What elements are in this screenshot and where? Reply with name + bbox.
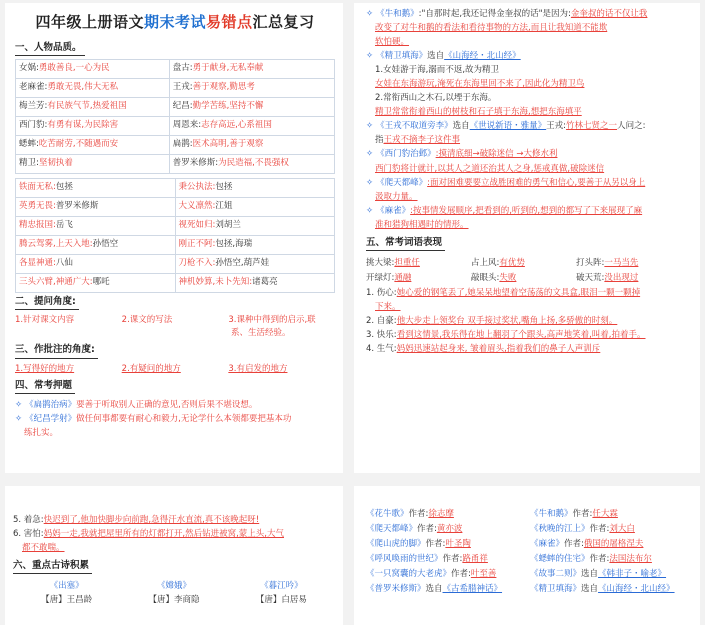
character-name: 普罗米修斯: xyxy=(172,158,219,169)
character-name: 盘古: xyxy=(172,63,193,74)
author-label: 作者: xyxy=(589,554,610,565)
table-cell xyxy=(16,254,176,273)
table-row xyxy=(16,97,335,116)
table-cell xyxy=(169,97,334,116)
author-list xyxy=(366,509,694,595)
note-item xyxy=(366,51,692,62)
idiom: 腾云驾雾,上天入地: xyxy=(19,239,93,250)
table-cell xyxy=(16,78,170,97)
poem-title: 《嫦娥》 xyxy=(156,581,191,592)
book-title: 《爬天都峰》 xyxy=(366,524,418,535)
word-pair xyxy=(576,258,638,269)
section-heading: 五、常考词语表现 xyxy=(366,237,445,251)
section-heading: 二、提问角度: xyxy=(15,296,79,310)
character-name: 周恩来: xyxy=(172,120,202,131)
author-entry xyxy=(366,509,530,520)
emotion-label: 3. 快乐: xyxy=(366,330,397,341)
character-name: 纪昌: xyxy=(172,101,193,112)
table-row xyxy=(16,254,335,273)
book-title: 《牛和鹅》 xyxy=(530,509,573,519)
note-text: 王戎: xyxy=(546,121,567,132)
idiom: 秉公执法: xyxy=(178,182,216,193)
table-cell xyxy=(175,197,335,216)
character-name: 西门豹: xyxy=(19,120,48,131)
classical-line: 2.常衔西山之木石,以堙于东海。 xyxy=(375,93,497,104)
word-term: 挑大梁: xyxy=(366,258,395,269)
emotion-label: 5. 着急: xyxy=(13,515,44,525)
idiom: 大义凛然: xyxy=(178,201,216,212)
author-name: 《古希腊神话》 xyxy=(442,584,503,595)
emotion-label: 1. 伤心: xyxy=(366,288,397,299)
diamond-icon: ✧ xyxy=(366,177,374,188)
table-cell xyxy=(16,97,170,116)
idiom-character: 诸葛亮 xyxy=(252,277,278,288)
poem-author: 【唐】李商隐 xyxy=(148,594,200,605)
emotion-item xyxy=(13,515,335,526)
word-meaning: 一马当先 xyxy=(604,258,639,269)
idiom: 铁面无私: xyxy=(19,182,56,193)
character-trait: 有民族气节,热爱祖国 xyxy=(47,101,127,112)
word-term: 打头阵: xyxy=(576,258,605,269)
author-entry xyxy=(366,584,530,595)
poem-author: 【唐】白居易 xyxy=(255,594,307,605)
note-answer: 软怕硬。 xyxy=(375,37,410,48)
source-title: 《世说新语・雅量》 xyxy=(469,121,547,132)
source-title: 《山海经・北山经》 xyxy=(444,51,521,62)
book-title: 《爬山虎的脚》 xyxy=(366,539,426,550)
idiom-character: 江姐 xyxy=(215,201,233,212)
character-name: 精卫: xyxy=(19,158,39,169)
author-label: 选自 xyxy=(581,584,599,595)
author-label: 作者: xyxy=(564,539,584,550)
idiom-character: 普罗米修斯 xyxy=(55,201,99,212)
note-text: 选自 xyxy=(427,51,445,62)
author-entry xyxy=(530,554,694,565)
table-cell xyxy=(16,135,170,154)
annotation-angles xyxy=(15,364,335,375)
character-trait: 有勇有谋,为民除害 xyxy=(47,120,119,131)
author-entry xyxy=(366,539,530,550)
table-cell xyxy=(16,235,176,254)
author-label: 作者: xyxy=(572,509,593,519)
author-label: 作者: xyxy=(442,554,463,565)
idiom: 神机妙算,未卜先知: xyxy=(178,277,253,288)
idiom: 刚正不阿: xyxy=(178,239,216,250)
note-item xyxy=(366,121,692,132)
table-cell xyxy=(175,254,335,273)
book-title: 《爬天都峰》 xyxy=(376,177,428,188)
character-trait: 善于观察,勤思考 xyxy=(192,82,255,93)
word-meaning: 有优势 xyxy=(499,258,525,269)
idiom: 视死如归: xyxy=(178,220,216,231)
poem xyxy=(41,579,92,607)
character-name: 梅兰芳: xyxy=(19,101,48,112)
word-row xyxy=(366,273,692,284)
author-name-extra: 屠格涅夫 xyxy=(609,539,644,550)
poem-list xyxy=(13,577,335,609)
emotion-item xyxy=(366,316,692,327)
table-cell xyxy=(169,154,334,173)
character-name: 女娲: xyxy=(19,63,39,74)
emotion-example: 她心爱的钢笔丢了,她呆呆地望着空荡荡的文具盒,眼泪一颗一颗掉 xyxy=(396,288,641,299)
table-row xyxy=(16,154,335,173)
table-cell xyxy=(16,116,170,135)
note-answer: 汲取力量。 xyxy=(375,191,418,202)
table-row xyxy=(16,197,335,216)
table-cell xyxy=(175,216,335,235)
question-angles xyxy=(15,315,335,326)
emotion-item xyxy=(13,529,335,540)
emotion-example: 看到这情景,我乐得在地上翻羽了个跟头,高声地笑着,叫着,拍着手。 xyxy=(396,330,646,341)
author-name: 黄亦波 xyxy=(436,524,463,535)
table-cell xyxy=(175,235,335,254)
section-heading: 六、重点古诗积累 xyxy=(13,560,92,574)
table-row xyxy=(16,116,335,135)
angle-item: 2.课文的写法 xyxy=(121,315,173,326)
idiom: 各显神通: xyxy=(19,258,56,269)
book-title: 《精卫填海》 xyxy=(376,51,428,62)
book-title: 《秋晚的江上》 xyxy=(530,524,590,535)
word-term: 开绿灯: xyxy=(366,273,395,284)
tip-text: 要善于听取别人正确的意见,否则后果不堪设想。 xyxy=(76,400,258,411)
author-name: 《山海经・北山经》 xyxy=(598,584,675,595)
idiom-character: 岳飞 xyxy=(55,220,73,231)
idiom: 刀枪不入: xyxy=(178,258,216,269)
book-title: 《精卫填海》 xyxy=(530,584,582,595)
author-label: 作者: xyxy=(417,524,437,535)
table-cell xyxy=(169,59,334,78)
note-answer: 金奎叔的话不仅让我 xyxy=(570,9,648,19)
author-entry xyxy=(530,539,694,550)
table-cell xyxy=(175,178,335,197)
note-answer: 改变了对牛和鹅的看法和看待事物的方法,而且让我知道不能欺 xyxy=(375,23,608,34)
page-four xyxy=(354,486,700,625)
table-cell xyxy=(169,116,334,135)
author-label: 作者: xyxy=(589,524,610,535)
note-item xyxy=(366,206,692,217)
book-title: 《故事二则》 xyxy=(530,569,582,580)
idiom-character: 孙悟空,葫芦娃 xyxy=(215,258,270,269)
author-entry xyxy=(530,509,694,520)
character-traits-table xyxy=(15,59,335,174)
author-label: 选自 xyxy=(425,584,443,595)
author-row xyxy=(366,584,694,595)
note-answer: 准和猎狗相遇时的情形。 xyxy=(375,219,469,230)
note-answer: :面对困难要要立战胜困难的勇气和信心,要善于从另以身上 xyxy=(427,177,646,188)
idiom-character: 包拯 xyxy=(55,182,73,193)
section-heading: 一、人物品质。 xyxy=(15,42,85,56)
diamond-icon: ✧ xyxy=(366,121,374,132)
word-pair xyxy=(471,258,576,269)
poem-title: 《暮江吟》 xyxy=(260,581,303,592)
book-title: 《牛和鹅》 xyxy=(376,9,419,19)
author-row xyxy=(366,539,694,550)
author-label: 作者: xyxy=(451,569,471,580)
author-row xyxy=(366,569,694,580)
author-label: 选自 xyxy=(581,569,599,580)
note-text: 指 xyxy=(375,135,384,146)
author-name: 徐志摩 xyxy=(428,509,454,519)
character-trait: 勤学苦练,坚持不懈 xyxy=(192,101,264,112)
page-two xyxy=(354,3,700,473)
book-title: 《一只窝囊的大老虎》 xyxy=(366,569,452,580)
author-name: 刘大白 xyxy=(609,524,635,535)
classical-line: 1.女娃游于海,溺而不返,故为精卫 xyxy=(375,65,500,76)
character-trait: 医术高明,善于观察 xyxy=(192,139,264,150)
idiom: 英勇无畏: xyxy=(19,201,56,212)
tip-item xyxy=(15,400,335,411)
character-name: 扁鹊: xyxy=(172,139,193,150)
word-meaning: 失败 xyxy=(499,273,517,284)
poem xyxy=(148,579,199,607)
character-trait: 勇敢无畏,伟大无私 xyxy=(47,82,119,93)
word-pair xyxy=(471,273,576,284)
table-cell xyxy=(169,135,334,154)
table-cell xyxy=(169,78,334,97)
emotion-example: 妈妈迅速站起身来, 皱着眉头,指着我们的鼻子人声训斥 xyxy=(396,344,601,355)
table-row xyxy=(16,135,335,154)
author-name: 叶圣陶 xyxy=(445,539,471,550)
table-cell xyxy=(16,59,170,78)
note-item xyxy=(366,9,692,20)
title-part: 汇总复习 xyxy=(252,13,315,31)
author-row xyxy=(366,524,694,535)
emotion-item xyxy=(366,288,692,299)
table-row xyxy=(16,235,335,254)
note-text: 人问之: xyxy=(617,121,646,132)
author-row xyxy=(366,554,694,565)
diamond-icon: ✧ xyxy=(366,9,374,19)
idiom-character: 八仙 xyxy=(55,258,73,269)
diamond-icon: ✧ xyxy=(366,149,374,160)
note-answer: :摸清底细→破除迷信 →大修水利 xyxy=(435,149,558,160)
angle-item: 1.写得好的地方 xyxy=(15,363,75,374)
angle-item: 3.有启发的地方 xyxy=(228,363,288,374)
character-trait: 志存高远,心系祖国 xyxy=(201,120,272,131)
author-entry xyxy=(366,554,530,565)
idiom: 三头六臂,神通广大: xyxy=(19,277,93,288)
table-row xyxy=(16,59,335,78)
emotion-example: 下来。 xyxy=(375,302,401,313)
table-row xyxy=(16,216,335,235)
poem-title: 《出塞》 xyxy=(49,581,84,592)
translation-line: 女娃在东海游玩,淹死在东海里回不来了,因此化为精卫鸟 xyxy=(375,79,585,90)
angle-item-cont: 系、生活经验。 xyxy=(231,328,291,339)
author-row xyxy=(366,509,694,520)
table-cell xyxy=(16,273,176,292)
word-pair xyxy=(576,273,638,284)
note-text: 选自 xyxy=(452,121,470,132)
table-cell xyxy=(16,154,170,173)
author-entry xyxy=(530,524,694,535)
emotion-example: 快迟到了,他加快脚步向前跑,急得汗水直流,真不该晚起呀! xyxy=(43,515,260,525)
book-title: 《西门豹治邺》 xyxy=(376,149,436,160)
title-highlight-blue: 期末考试 xyxy=(143,13,206,31)
author-name: 叶至善 xyxy=(470,569,497,580)
page-three xyxy=(5,486,343,625)
idiom: 精忠报国: xyxy=(19,220,56,231)
table-row xyxy=(16,273,335,292)
emotion-example: 妈妈一走,我就把屋里所有的灯都打开,然后钻进被窝,蒙上头,大气 xyxy=(43,529,284,540)
book-title: 《花牛歌》 xyxy=(366,509,409,519)
character-trait: 勇于献身,无私奉献 xyxy=(192,63,264,74)
word-row xyxy=(366,258,692,269)
author-entry xyxy=(530,584,694,595)
character-trait: 吃苦耐劳,不随遇而安 xyxy=(38,139,119,150)
angle-item: 3.课种中得到的启示,联 xyxy=(228,315,316,326)
book-title: 《扁鹊治病》 xyxy=(25,400,77,411)
word-meaning: 通融 xyxy=(394,273,412,284)
emotion-label: 4. 生气: xyxy=(366,344,397,355)
author-label: 作者: xyxy=(425,539,446,550)
author-name: 俄国的 xyxy=(583,539,610,550)
character-trait: 勇敢善良,一心为民 xyxy=(38,63,110,74)
note-answer: 竹林七贤之一 xyxy=(566,121,618,132)
idiom-character: 包拯,海瑞 xyxy=(215,239,253,250)
page-title xyxy=(15,13,335,33)
book-title: 《蟋蟀的住宅》 xyxy=(530,554,590,565)
table-row xyxy=(16,178,335,197)
tip-item xyxy=(15,414,335,425)
table-cell xyxy=(16,197,176,216)
table-row xyxy=(16,78,335,97)
author-entry xyxy=(366,524,530,535)
angle-item: 1.针对课文内容 xyxy=(15,315,75,326)
word-term: 占上风: xyxy=(471,258,500,269)
idiom-character: 刘胡兰 xyxy=(215,220,241,231)
note-item xyxy=(366,178,692,189)
author-entry xyxy=(366,569,530,580)
word-meaning: 没出现过 xyxy=(604,273,639,284)
word-pair xyxy=(366,273,471,284)
poem xyxy=(256,579,307,607)
tip-text: 做任何事都要有耐心和毅力,无论学什么本领都要把基本功 xyxy=(76,414,292,425)
word-pair xyxy=(366,258,471,269)
title-part: 四年级上册语文 xyxy=(35,13,144,31)
emotion-label: 2. 自豪: xyxy=(366,316,397,327)
note-answer: :按事情发展顺序,把看到的,听到的,想到的都写了下来展现了麻 xyxy=(410,205,643,216)
character-trait: 为民造福,不畏强权 xyxy=(218,158,289,169)
table-cell xyxy=(16,178,176,197)
author-entry xyxy=(530,569,694,580)
author-name: 《韩非子・喻老》 xyxy=(598,569,667,580)
emotion-label: 6. 害怕: xyxy=(13,529,44,540)
diamond-icon: ✧ xyxy=(15,414,23,425)
word-term: 破天荒: xyxy=(576,273,605,284)
page-one xyxy=(5,3,343,473)
translation-line: 精卫常常衔着西山的树枝和石子填于东海,想把东海填平 xyxy=(375,107,582,118)
author-name: 路甬祥 xyxy=(462,554,488,565)
note-cont xyxy=(366,135,692,146)
character-name: 老麻雀: xyxy=(19,82,48,93)
author-name: 任大霖 xyxy=(592,509,618,519)
tip-text-cont: 练扎实。 xyxy=(24,428,59,439)
note-answer: 王戎不摘李子这件事 xyxy=(383,135,461,146)
author-name: 法国法布尔 xyxy=(609,554,652,565)
character-trait: 坚韧执着 xyxy=(38,158,73,169)
diamond-icon: ✧ xyxy=(15,400,23,411)
idioms-table xyxy=(15,178,335,293)
author-label: 作者: xyxy=(408,509,429,519)
table-cell xyxy=(175,273,335,292)
note-text: :"自那时起,我还记得金奎叔的话"是因为: xyxy=(418,9,571,19)
book-title: 《麻雀》 xyxy=(376,205,411,216)
diamond-icon: ✧ xyxy=(366,51,374,62)
question-angles-cont xyxy=(15,328,335,339)
angle-item: 2.有疑问的地方 xyxy=(121,363,181,374)
character-name: 蟋蟀: xyxy=(19,139,39,150)
word-meaning: 担重任 xyxy=(394,258,420,269)
section-heading: 三、作批注的角度: xyxy=(15,344,98,358)
idiom-character: 包拯 xyxy=(215,182,233,193)
word-term: 敲眼头: xyxy=(471,273,500,284)
idiom-character: 哪吒 xyxy=(92,277,110,288)
emotion-item xyxy=(366,330,692,341)
note-item xyxy=(366,149,692,160)
book-title: 《纪昌学射》 xyxy=(25,414,77,425)
section-heading: 四、常考押题 xyxy=(15,380,75,394)
table-cell xyxy=(16,216,176,235)
character-name: 王戎: xyxy=(172,82,193,93)
idiom-character: 孙悟空 xyxy=(92,239,119,250)
emotion-example: 他大步走上领奖台 双手接过奖状,嘴角上扬,多骄傲的时刻。 xyxy=(396,316,618,327)
emotion-item xyxy=(366,344,692,355)
poem-author: 【唐】王昌龄 xyxy=(41,594,93,605)
title-highlight-red: 易错点 xyxy=(206,13,253,31)
emotion-example: 都不敢喘。 xyxy=(22,543,65,554)
book-title: 《普罗米修斯》 xyxy=(366,584,426,595)
book-title: 《王戎不取道旁李》 xyxy=(376,121,453,132)
book-title: 《麻雀》 xyxy=(530,539,565,550)
book-title: 《呼风唤雨的世纪》 xyxy=(366,554,443,565)
note-answer: 西门豹将计就计,以其人之道还治其人之身,惩戒真做,破除迷信 xyxy=(375,163,605,174)
diamond-icon: ✧ xyxy=(366,205,374,216)
